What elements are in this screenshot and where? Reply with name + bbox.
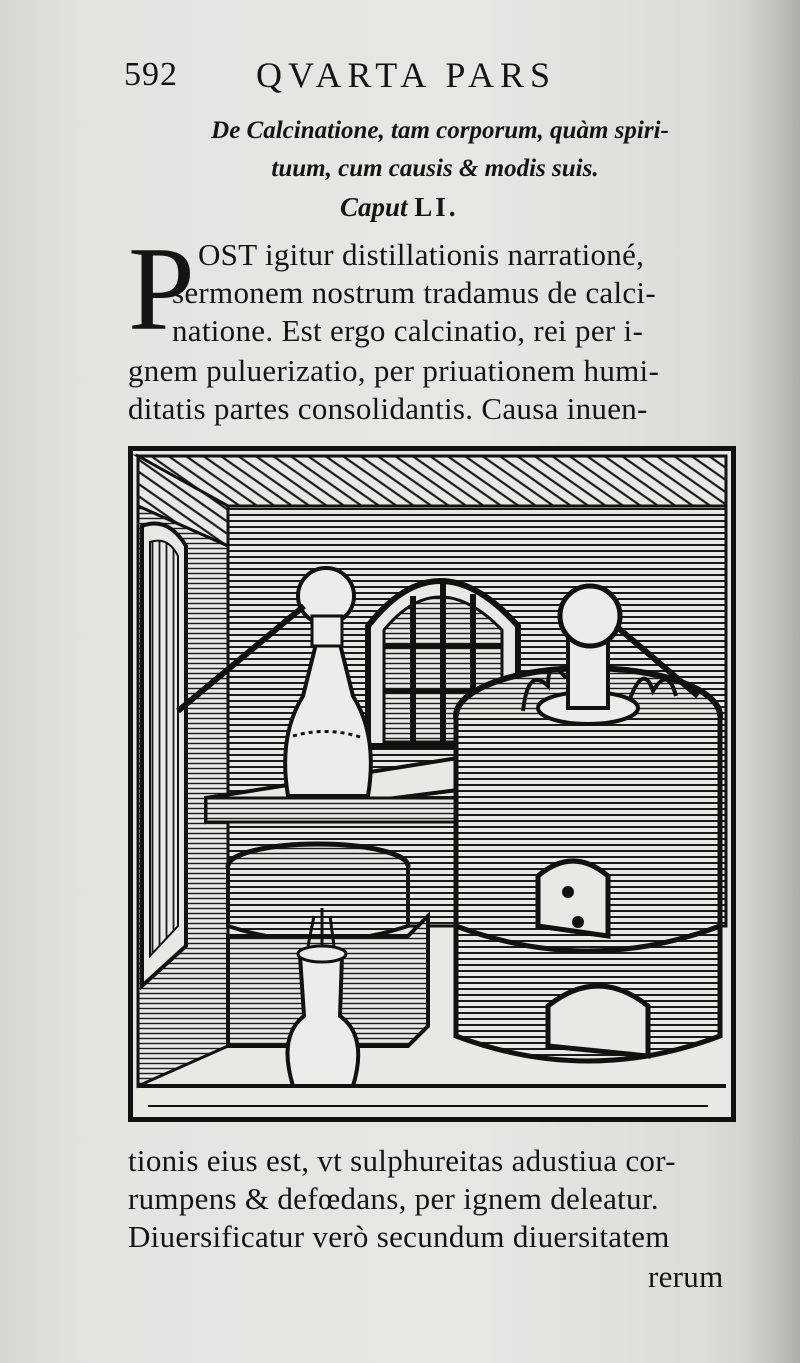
body-line: natione. Est ergo calcinatio, rei per i- [172,313,644,348]
chapter-number [340,192,459,223]
body-line: gnem puluerizatio, per priuationem humi- [128,353,660,388]
drop-cap-initial: P [128,222,195,355]
chapter-title-line-2: tuum, cum causis & modis suis. [271,155,599,182]
body-line: rumpens & defœdans, per ignem deleatur. [128,1181,659,1216]
page-gutter-shadow [740,0,800,1363]
running-head [120,52,640,96]
catchword: rerum [648,1259,724,1294]
chapter-title [130,112,740,188]
body-line: ditatis partes consolidantis. Causa inuen- [128,391,648,426]
chapter-title-line-1: De Calcinatione, tam corporum, quàm spiri- [211,117,669,144]
section-heading: QVARTA PARS [256,55,557,95]
body-line: tionis eius est, vt sulphureitas adustiua cor- [128,1143,676,1178]
body-line: OST igitur distillationis narrationé, [198,237,645,272]
body-line: sermonem nostrum tradamus de calci- [172,275,656,310]
page-number: 592 [124,56,178,93]
woodcut-illustration [128,446,736,1122]
body-line: Diuersificatur verò secundum diuersitatem [128,1219,670,1254]
furnace-woodcut [128,446,736,1122]
caput-number: LI. [414,192,459,222]
caput-label: Caput [340,192,408,222]
